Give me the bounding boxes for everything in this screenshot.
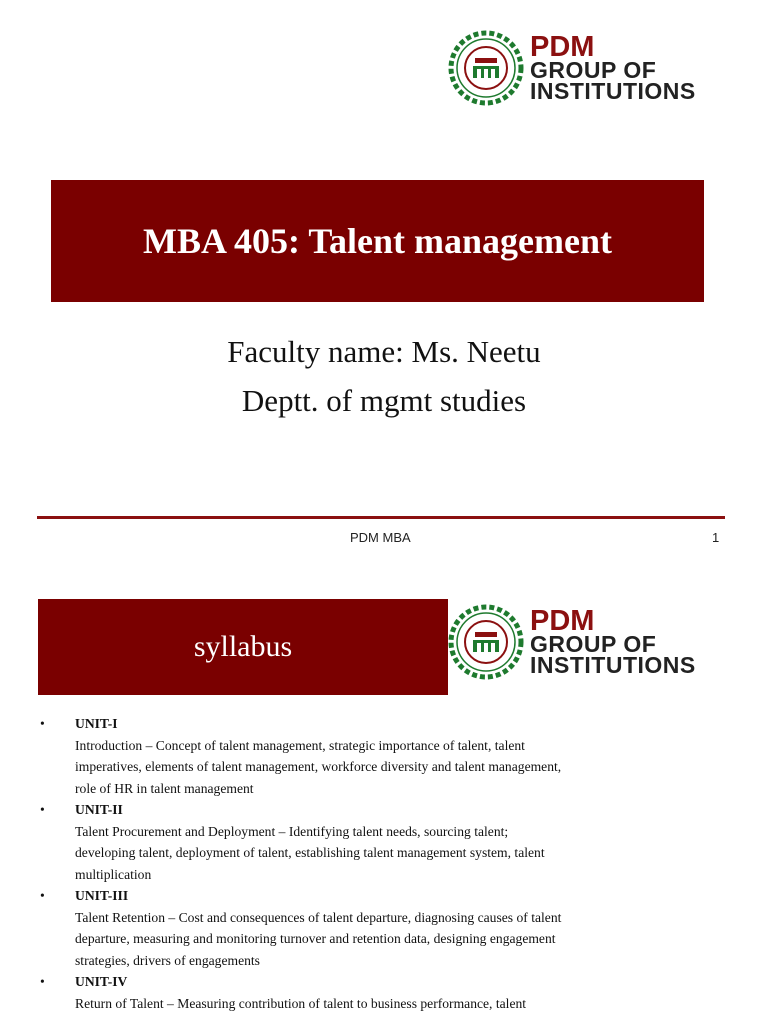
unit-item <box>40 799 640 885</box>
title-banner <box>51 180 704 302</box>
unit-item <box>40 885 640 971</box>
bullet-icon: • <box>40 888 45 903</box>
unit-item <box>40 713 640 799</box>
pdm-logo <box>448 30 696 106</box>
unit-line: imperatives, elements of talent management, workforce diversity and talent management, <box>75 759 562 774</box>
unit-heading: UNIT-III <box>75 888 129 903</box>
unit-line: Introduction – Concept of talent management, strategic importance of talent, talent <box>75 737 525 753</box>
logo-brand: PDM <box>530 30 595 63</box>
pdm-seal-icon <box>448 604 524 680</box>
page-number: 1 <box>712 530 720 545</box>
faculty-name: Faculty name: Ms. Neetu <box>227 334 541 369</box>
footer-label: PDM MBA <box>350 530 411 545</box>
unit-line: role of HR in talent management <box>75 780 254 796</box>
unit-line: multiplication <box>75 866 152 882</box>
syllabus-banner <box>38 599 448 695</box>
unit-line: developing talent, deployment of talent, establishing talent management system, talent <box>75 845 545 860</box>
slide-title: MBA 405: Talent management <box>142 221 612 261</box>
pdm-seal-icon <box>448 30 524 106</box>
unit-item <box>40 971 640 1014</box>
syllabus-units <box>40 713 640 1014</box>
unit-line: Talent Retention – Cost and consequences of talent departure, diagnosing causes of talent <box>75 909 562 925</box>
bullet-icon: • <box>40 802 45 817</box>
footer-divider <box>37 516 725 519</box>
bullet-icon: • <box>40 974 45 989</box>
unit-heading: UNIT-I <box>75 716 118 731</box>
department-name: Deptt. of mgmt studies <box>241 383 527 418</box>
unit-heading: UNIT-IV <box>75 974 128 989</box>
unit-line: Return of Talent – Measuring contribution of talent to business performance, talent <box>75 995 527 1011</box>
unit-line: strategies, drivers of engagements <box>75 952 260 968</box>
logo-line3: INSTITUTIONS <box>530 652 696 679</box>
pdm-logo <box>448 604 696 680</box>
unit-heading: UNIT-II <box>75 802 123 817</box>
unit-line: Talent Procurement and Deployment – Identifying talent needs, sourcing talent; <box>75 823 509 839</box>
logo-line2: GROUP OF <box>530 57 657 84</box>
bullet-icon: • <box>40 716 45 731</box>
unit-line: departure, measuring and monitoring turnover and retention data, designing engagement <box>75 931 556 946</box>
logo-line2: GROUP OF <box>530 631 657 658</box>
syllabus-title: syllabus <box>193 630 293 663</box>
logo-brand: PDM <box>530 604 595 637</box>
logo-line3: INSTITUTIONS <box>530 78 696 105</box>
